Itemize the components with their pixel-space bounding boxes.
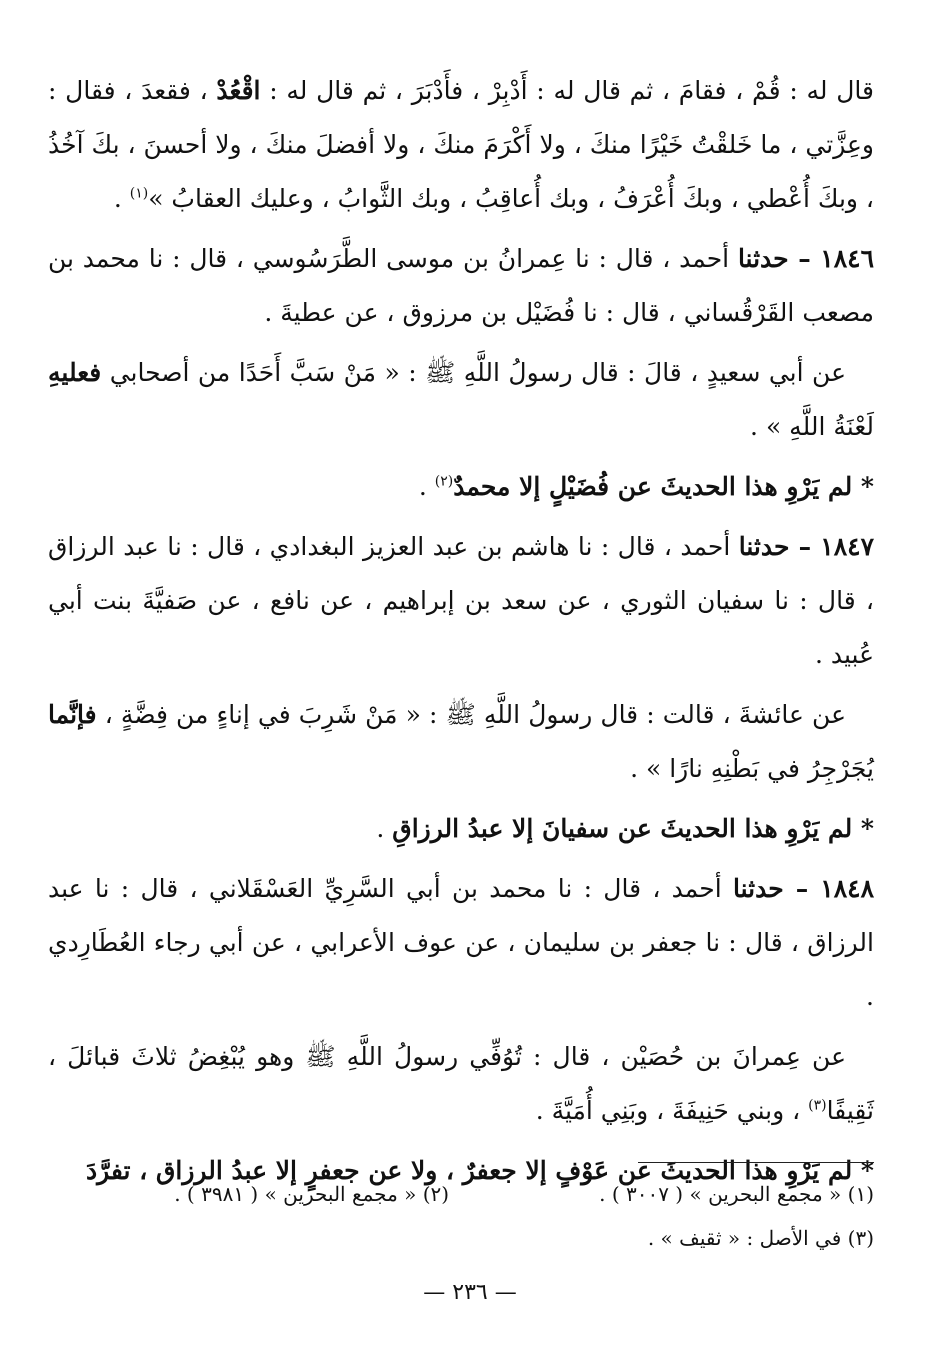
text-segment: فعليهِ (48, 358, 102, 387)
text-segment: ١٨٤٨ – حدثنا (732, 874, 874, 903)
page-number: — ٢٣٦ — (423, 1280, 517, 1305)
hadith-chain (48, 520, 874, 682)
text-paragraph (48, 346, 874, 454)
footnote-marker: (٢) (434, 473, 454, 490)
text-segment: ، فقعدَ ، فقال : وعِزَّتي ، ما خَلقْتُ خَيْرًا منكَ ، ولا أَكْرَمَ منكَ ، ولا أفضلَ منكَ ، ولا أحسنَ ، بكَ آخُذُ ، وبكَ أُعْطي ، وبكَ أُعْرَفُ ، وبك أُعاقِبُ ، وبك الثَّوابُ ، وعليك العقابُ » (48, 76, 874, 213)
text-segment: فإنَّما (48, 700, 97, 729)
text-segment: . (376, 814, 393, 843)
text-segment: لَعْنَةُ اللَّهِ » . (750, 412, 874, 441)
text-segment: أحمد ، قال : نا عِمرانُ بن موسى الطَّرَسُوسي ، قال : نا محمد بن مصعب القَرْقُساني ، قال : نا فُضَيْل بن مرزوق ، عن عطيةَ . (48, 244, 874, 327)
footnote-marker: (١) (129, 185, 149, 202)
text-segment: . (418, 472, 435, 501)
text-segment: عن أبي سعيدٍ ، قالَ : قال رسولُ اللَّهِ ﷺ : « مَنْ سَبَّ أَحَدًا من أصحابي (101, 358, 846, 387)
footnote-3: (٣) في الأصل : « ثقيف » . (647, 1226, 874, 1250)
footnote-1: (١) « مجمع البحرين » ( ٣٠٠٧ ) . (599, 1182, 874, 1206)
text-segment: ١٨٤٧ – حدثنا (738, 532, 874, 561)
text-segment: أحمد ، قال : نا محمد بن أبي السَّرِيِّ العَسْقَلاني ، قال : نا عبد الرزاق ، قال : نا جعفر بن سليمان ، عن عوف الأعرابي ، عن أبي رجاء العُطَارِدي . (48, 874, 874, 1011)
text-paragraph (48, 64, 874, 226)
main-text (48, 64, 874, 1198)
text-segment: * لم يَرْوِ هذا الحديثَ عن سفيانَ إلا عبدُ الرزاقِ (392, 814, 874, 843)
text-segment: * لم يَرْوِ هذا الحديثَ عن عَوْفٍ إلا جعفرٌ ، ولا عن جعفرٍ إلا عبدُ الرزاق ، تفرَّدَ (85, 1156, 874, 1185)
remark-line (48, 802, 874, 856)
footnote-row (48, 1172, 874, 1216)
footnote-row (48, 1216, 874, 1260)
footnote-separator (638, 1162, 874, 1163)
footnote-marker: (٣) (808, 1097, 827, 1114)
hadith-chain (48, 862, 874, 1024)
text-segment: * لم يَرْوِ هذا الحديثَ عن فُضَيْلٍ إلا محمدٌ (453, 472, 874, 501)
text-segment: اقْعُدْ (216, 76, 261, 105)
text-paragraph (48, 1030, 874, 1138)
text-segment: عن عِمرانَ بن حُصَيْن ، قال : تُوُفِّي رسولُ اللَّهِ ﷺ وهو يُبْغِضُ ثلاثَ قبائلَ ، ثَقِيفًا (48, 1042, 874, 1125)
text-segment: أحمد ، قال : نا هاشم بن عبد العزيز البغدادي ، قال : نا عبد الرزاق ، قال : نا سفيان الثوري ، عن سعد بن إبراهيم ، عن نافع ، عن صَفيَّةَ بنت أبي عُبيد . (48, 532, 874, 669)
text-segment: . (113, 184, 130, 213)
text-segment: عن عائشةَ ، قالت : قال رسولُ اللَّهِ ﷺ : « مَنْ شَرِبَ في إناءٍ من فِضَّةٍ ، (96, 700, 846, 729)
remark-line (48, 460, 874, 514)
footnote-2: (٢) « مجمع البحرين » ( ٣٩٨١ ) . (174, 1182, 450, 1206)
text-segment: ١٨٤٦ – حدثنا (737, 244, 874, 273)
text-segment: قال له : قُمْ ، فقامَ ، ثم قال له : أَدْبِرْ ، فأَدْبَرَ ، ثم قال له : (260, 76, 874, 105)
text-segment: ، وبني حَنِيفَةَ ، وبَنِي أُمَيَّةَ . (535, 1096, 809, 1125)
text-paragraph (48, 688, 874, 796)
hadith-chain (48, 232, 874, 340)
footnotes (48, 1172, 874, 1260)
text-segment: يُجَرْجِرُ في بَطْنِهِ نارًا » . (630, 754, 874, 783)
